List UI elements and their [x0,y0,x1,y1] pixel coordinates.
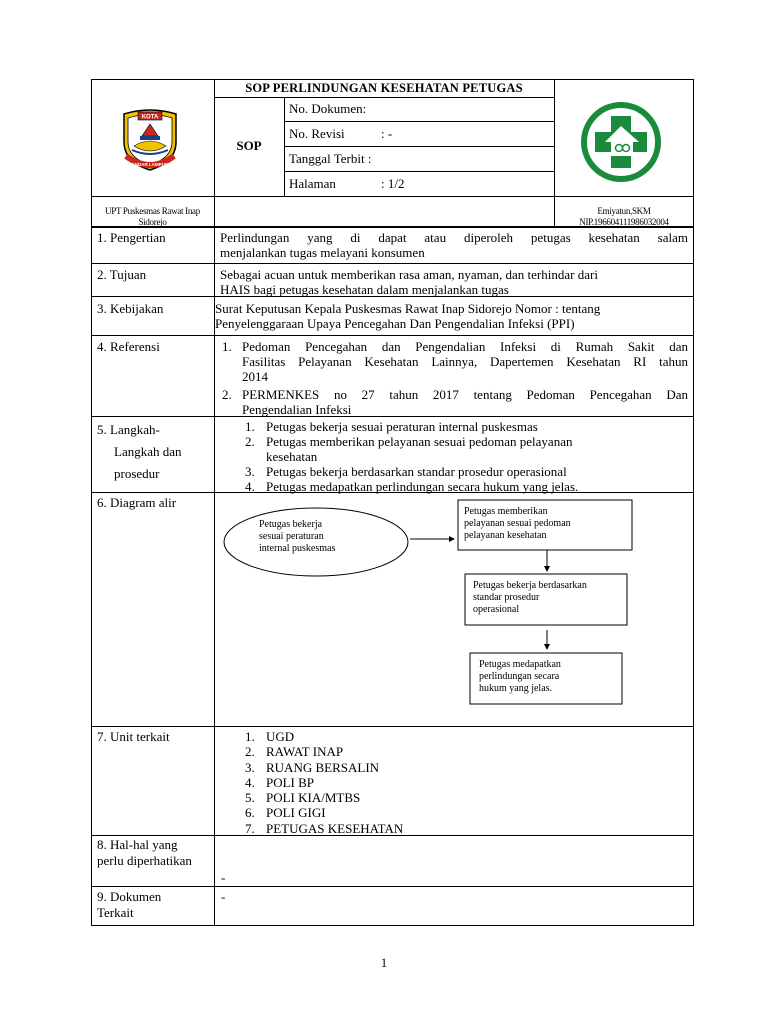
flow-node-2: Petugas memberikan pelayanan sesuai pedoman pelayanan kesehatan [464,506,571,541]
row-label-tujuan: 2. Tujuan [97,267,147,282]
svg-text:BANDAR LAMPUNG: BANDAR LAMPUNG [128,162,172,167]
row-content-dokumen: - [221,889,226,904]
list-item: 3. Petugas bekerja berdasarkan standar prosedur operasional [245,464,567,479]
row-content-pengertian: Perlindungan yang di dapat atau diperoleh petugas kesehatan salam menjalankan tugas melayani konsumen [220,230,688,260]
signer-block: Emiyatun,SKM NIP.196604111986032004 [579,206,669,227]
field-halaman: Halaman : 1/2 [289,176,405,191]
referensi-item: 2. PERMENKES no 27 tahun 2017 tentang Pedoman Pencegahan Dan Pengendalian Infeksi [222,387,688,417]
flowchart [214,492,694,726]
list-item: 2. RAWAT INAP [245,744,344,760]
referensi-item: 1. Pedoman Pencegahan dan Pengendalian Infeksi di Rumah Sakit dan Fasilitas Pelayanan Kesehatan Lainnya, Dapertemen Kesehatan RI tahun 2014 [222,339,688,384]
health-cross-logo [581,102,661,182]
flow-arrowhead-3 [544,644,550,650]
flow-arrowhead-2 [544,566,550,572]
page-number: 1 [380,956,388,970]
row-label-hal-hal: 8. Hal-hal yang perlu diperhatikan [97,837,192,868]
list-item: 3. RUANG BERSALIN [245,759,380,775]
list-item: 1. UGD [245,729,295,744]
unit-list [245,729,645,836]
field-tanggal-terbit: Tanggal Terbit : [289,151,372,166]
row-label-diagram: 6. Diagram alir [97,495,177,510]
list-item: 7. PETUGAS KESEHATAN [245,820,404,836]
row-content-hal-hal: - [221,870,226,885]
row-label-kebijakan: 3. Kebijakan [97,301,164,316]
row-label-referensi: 4. Referensi [97,339,160,354]
row-label-langkah: 5. Langkah- Langkah dan prosedur [97,422,182,481]
flow-arrowhead-1 [449,536,455,542]
flow-node-4: Petugas medapatkan perlindungan secara hukum yang jelas. [479,659,561,694]
svg-text:KOTA: KOTA [141,114,159,121]
row-content-tujuan: Sebagai acuan untuk memberikan rasa aman, nyaman, dan terhindar dari HAIS bagi petugas kesehatan dalam menjalankan tugas [220,267,598,297]
list-item: 5. POLI KIA/MTBS [245,790,361,806]
document-title: SOP PERLINDUNGAN KESEHATAN PETUGAS [245,81,523,95]
field-no-dokumen: No. Dokumen: [289,101,367,116]
row-content-kebijakan: Surat Keputusan Kepala Puskesmas Rawat Inap Sidorejo Nomor : tentang Penyelenggaraan Upaya Pencegahan Dan Pengendalian Infeksi (PPI) [215,301,601,331]
langkah-list [245,419,685,494]
city-crest-logo [118,106,182,172]
row-label-dokumen: 9. Dokumen Terkait [97,889,162,920]
unit-name: UPT Puskesmas Rawat Inap Sidorejo [105,206,200,227]
list-item: 2. Petugas memberikan pelayanan sesuai pedoman pelayanan kesehatan [245,434,573,464]
list-item: 4. POLI BP [245,774,315,790]
field-no-revisi: No. Revisi : - [289,126,393,141]
flow-node-3: Petugas bekerja berdasarkan standar prosedur operasional [473,580,587,615]
row-label-pengertian: 1. Pengertian [97,230,166,245]
list-item: 4. Petugas medapatkan perlindungan secara hukum yang jelas. [245,479,579,494]
sop-label: SOP [236,138,262,153]
list-item: 1. Petugas bekerja sesuai peraturan internal puskesmas [245,419,538,434]
flow-node-start: Petugas bekerja sesuai peraturan internal puskesmas [259,519,336,554]
list-item: 6. POLI GIGI [245,805,326,821]
row-label-unit-terkait: 7. Unit terkait [97,729,170,744]
